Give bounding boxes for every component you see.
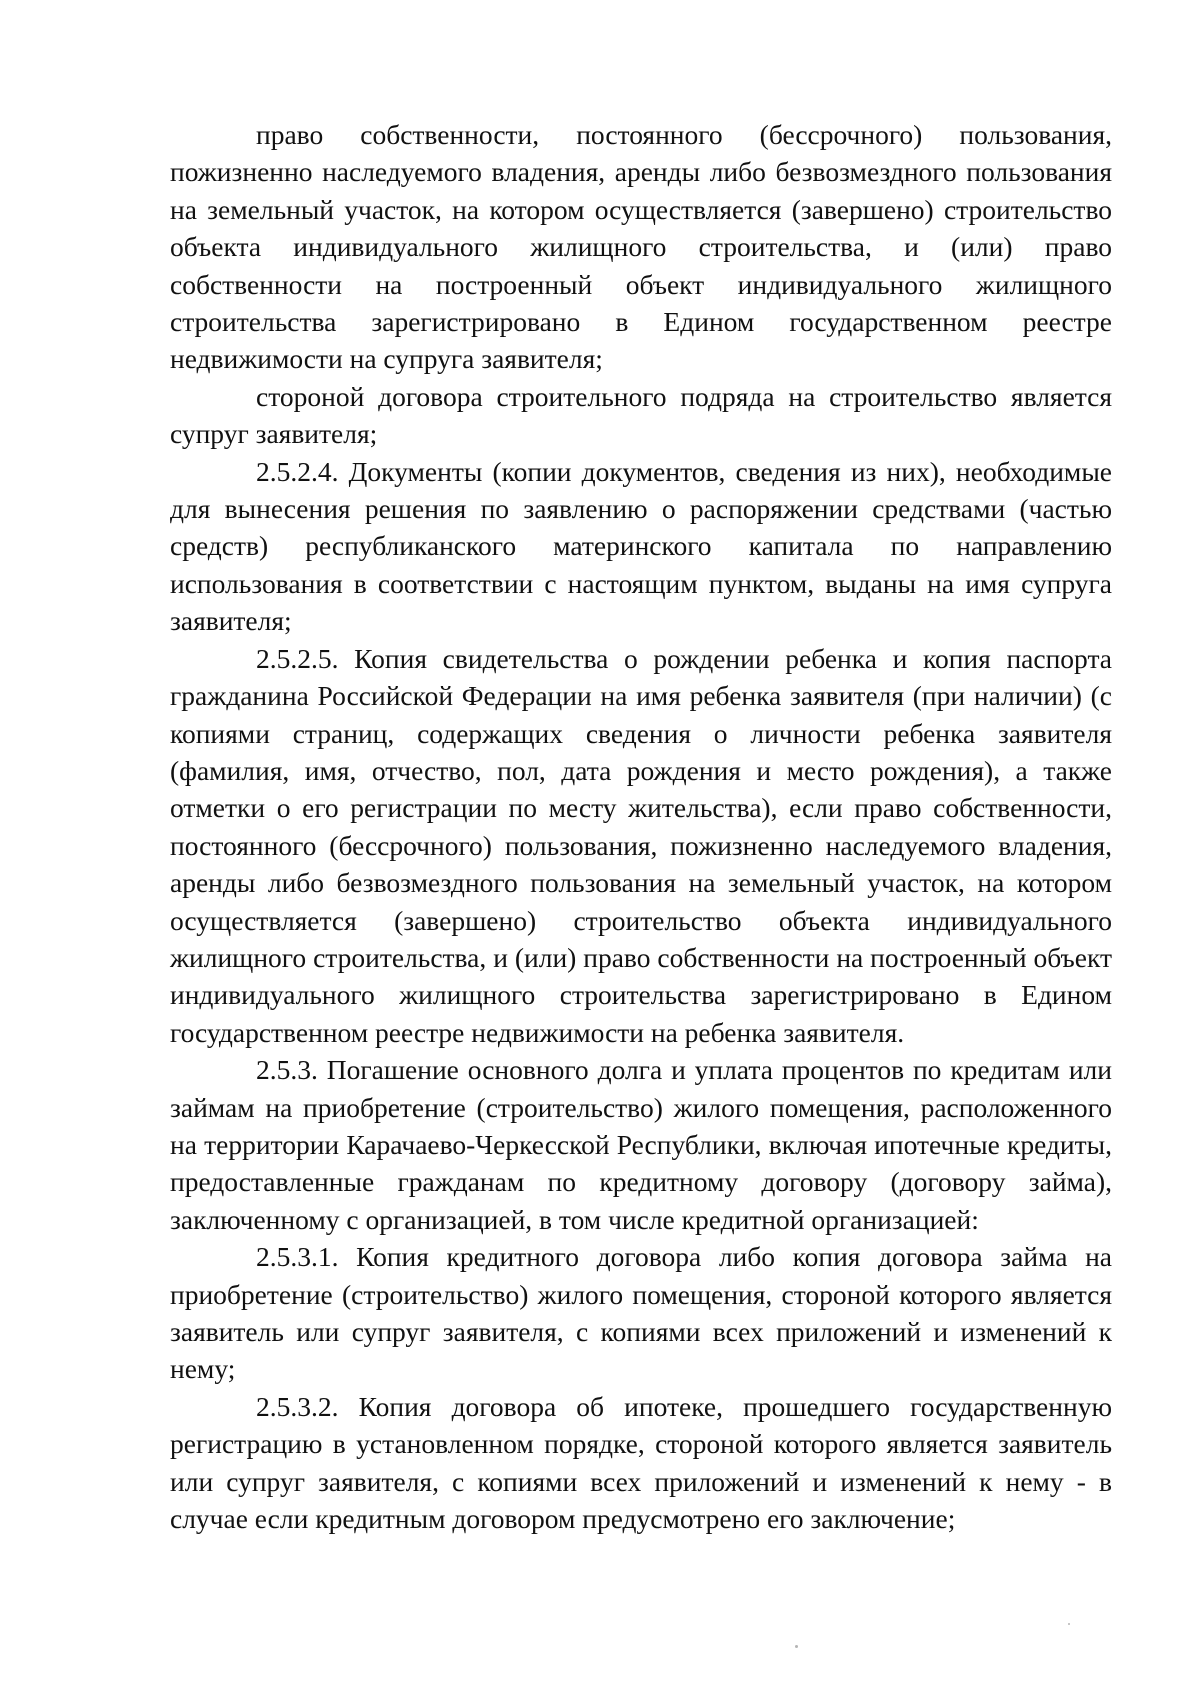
paragraph-2-5-3-1: 2.5.3.1. Копия кредитного договора либо копия договора займа на приобретение (строительство) жилого помещения, стороной которого является заявитель или супруг заявителя, с копиями всех приложений и изменений к нему; (170, 1241, 1112, 1385)
paragraph-construction-contract: стороной договора строительного подряда на строительство является супруг заявителя; (170, 380, 1112, 450)
scan-speck (795, 1645, 798, 1648)
scan-speck (1068, 1623, 1070, 1625)
paragraph-2-5-3: 2.5.3. Погашение основного долга и уплата процентов по кредитам или займам на приобретение (строительство) жилого помещения, расположенного на территории Карачаево-Черкесской Республики, включая ипотечные кредиты, предоставленные гражданам по кредитному договору (договору займа), заключенному с организацией, в том числе кредитной организацией: (170, 1054, 1112, 1235)
paragraph-ownership-rights: право собственности, постоянного (бессрочного) пользования, пожизненно наследуемого владения, аренды либо безвозмездного пользования на земельный участок, на котором осуществляется (завершено) строительство объекта индивидуального жилищного строительства, и (или) право собственности на построенный объект индивидуального жилищного строительства зарегистрировано в Едином государственном реестре недвижимости на супруга заявителя; (170, 119, 1112, 375)
paragraph-2-5-2-4: 2.5.2.4. Документы (копии документов, сведения из них), необходимые для вынесения решения по заявлению о распоряжении средствами (частью средств) республиканского материнского капитала по направлению использования в соответствии с настоящим пунктом, выданы на имя супруга заявителя; (170, 455, 1112, 637)
paragraph-2-5-3-2: 2.5.3.2. Копия договора об ипотеке, прошедшего государственную регистрацию в установленном порядке, стороной которого является заявитель или супруг заявителя, с копиями всех приложений и изменений к нему - в случае если кредитным договором предусмотрено его заключение; (170, 1390, 1112, 1535)
document-body (170, 116, 1112, 1537)
paragraph-2-5-2-5: 2.5.2.5. Копия свидетельства о рождении ребенка и копия паспорта гражданина Российской Федерации на имя ребенка заявителя (при наличии) (с копиями страниц, содержащих сведения о личности ребенка заявителя (фамилия, имя, отчество, пол, дата рождения и место рождения), а также отметки о его регистрации по месту жительства), если право собственности, постоянного (бессрочного) пользования, пожизненно наследуемого владения, аренды либо безвозмездного пользования на земельный участок, на котором осуществляется (завершено) строительство объекта индивидуального жилищного строительства, и (или) право собственности на построенный объект индивидуального жилищного строительства зарегистрировано в Едином государственном реестре недвижимости на ребенка заявителя. (170, 642, 1112, 1048)
